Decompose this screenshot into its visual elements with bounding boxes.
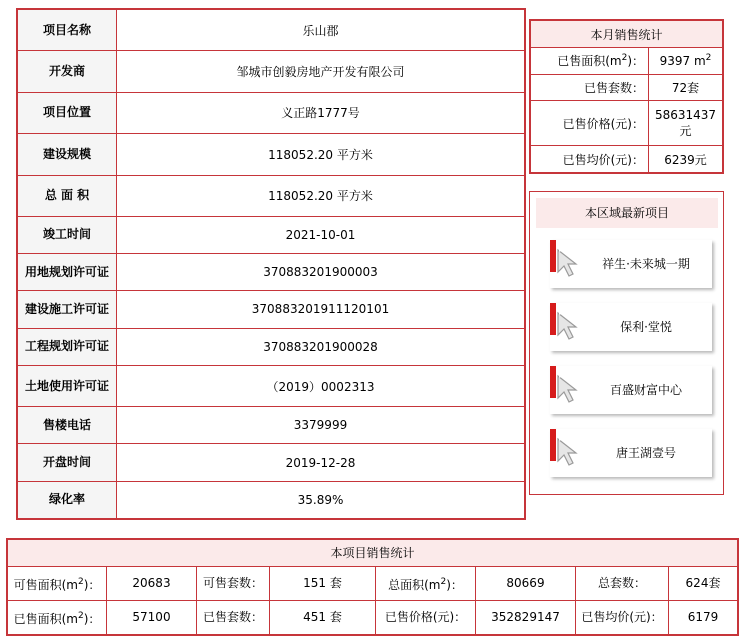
region-project-item[interactable] <box>550 240 718 288</box>
total-area-value: 80669 <box>476 567 576 601</box>
info-label: 用地规划许可证 <box>18 254 117 291</box>
sold-price-value: 58631437元 <box>649 101 723 146</box>
sold-units-value: 72套 <box>649 74 723 101</box>
cursor-arrow-icon <box>556 437 580 467</box>
info-label: 绿化率 <box>18 481 117 518</box>
info-row <box>18 51 525 92</box>
info-value: 118052.20 平方米 <box>117 134 525 175</box>
info-row <box>18 216 525 253</box>
info-label: 建设规模 <box>18 134 117 175</box>
monthly-sales-panel <box>529 19 724 174</box>
info-row <box>18 134 525 175</box>
info-value: 邹城市创毅房地产开发有限公司 <box>117 51 525 92</box>
avail-area-label: 可售面积$(m^2)$： <box>8 567 107 601</box>
sold-avg-label: 已售均价(元)： <box>576 601 669 635</box>
avail-area-value: 20683 <box>107 567 197 601</box>
info-label: 项目位置 <box>18 92 117 133</box>
cursor-arrow-icon <box>556 374 580 404</box>
info-row <box>18 92 525 133</box>
project-name: 百盛财富中心 <box>609 383 682 397</box>
info-label: 开盘时间 <box>18 444 117 481</box>
project-sales-panel <box>6 538 739 636</box>
total-units-label: 总套数： <box>576 567 669 601</box>
sold-units-label: 已售套数： <box>531 74 649 101</box>
region-project-item[interactable] <box>550 366 718 414</box>
info-row <box>18 407 525 444</box>
info-row <box>18 328 525 365</box>
info-label: 建设施工许可证 <box>18 291 117 328</box>
info-row <box>18 291 525 328</box>
info-label: 竣工时间 <box>18 216 117 253</box>
sold-area-label: 已售面积$(m^2)$： <box>531 48 649 75</box>
project-sales-table <box>7 539 738 635</box>
info-label: 开发商 <box>18 51 117 92</box>
project-sales-title: 本项目销售统计 <box>8 540 738 567</box>
avail-units-value: 151 套 <box>270 567 376 601</box>
region-project-item[interactable] <box>550 429 718 477</box>
info-value: 35.89% <box>117 481 525 518</box>
info-row <box>18 254 525 291</box>
total-area-label: 总面积$(m^2)$： <box>376 567 476 601</box>
region-projects-title: 本区域最新项目 <box>536 198 718 228</box>
sold-avg-value: 6179 <box>669 601 738 635</box>
info-value: 义正路1777号 <box>117 92 525 133</box>
info-row <box>18 444 525 481</box>
sold-area-value: 57100 <box>107 601 197 635</box>
cursor-arrow-icon <box>556 311 580 341</box>
info-value: 3379999 <box>117 407 525 444</box>
info-value: 370883201911120101 <box>117 291 525 328</box>
info-row <box>18 10 525 51</box>
info-value: 118052.20 平方米 <box>117 175 525 216</box>
info-label: 售楼电话 <box>18 407 117 444</box>
info-value: 370883201900028 <box>117 328 525 365</box>
sold-price-label: 已售价格(元)： <box>376 601 476 635</box>
sold-units-value: 451 套 <box>270 601 376 635</box>
project-name: 保利·堂悦 <box>620 320 672 334</box>
project-info-panel <box>16 8 526 520</box>
sold-area-value: 9397 $m^2$ <box>649 48 723 75</box>
info-label: 土地使用许可证 <box>18 365 117 406</box>
info-value: 2019-12-28 <box>117 444 525 481</box>
project-info-table <box>17 9 525 519</box>
project-name: 唐王湖壹号 <box>615 446 676 460</box>
info-value: 乐山郡 <box>117 10 525 51</box>
info-value: 370883201900003 <box>117 254 525 291</box>
avail-units-label: 可售套数： <box>197 567 270 601</box>
sold-units-label: 已售套数： <box>197 601 270 635</box>
sold-price-label: 已售价格(元)： <box>531 101 649 146</box>
cursor-arrow-icon <box>556 248 580 278</box>
info-row <box>18 365 525 406</box>
region-projects-panel <box>529 191 724 495</box>
info-label: 工程规划许可证 <box>18 328 117 365</box>
sold-area-label: 已售面积$(m^2)$： <box>8 601 107 635</box>
sold-price-value: 352829147 <box>476 601 576 635</box>
project-name: 祥生·未来城一期 <box>602 257 690 271</box>
info-label: 总 面 积 <box>18 175 117 216</box>
info-row <box>18 175 525 216</box>
info-value: （2019）0002313 <box>117 365 525 406</box>
monthly-sales-table <box>530 20 723 173</box>
avg-price-value: 6239元 <box>649 146 723 173</box>
info-label: 项目名称 <box>18 10 117 51</box>
region-project-item[interactable] <box>550 303 718 351</box>
info-row <box>18 481 525 518</box>
total-units-value: 624套 <box>669 567 738 601</box>
monthly-sales-title: 本月销售统计 <box>531 21 723 48</box>
avg-price-label: 已售均价(元)： <box>531 146 649 173</box>
info-value: 2021-10-01 <box>117 216 525 253</box>
